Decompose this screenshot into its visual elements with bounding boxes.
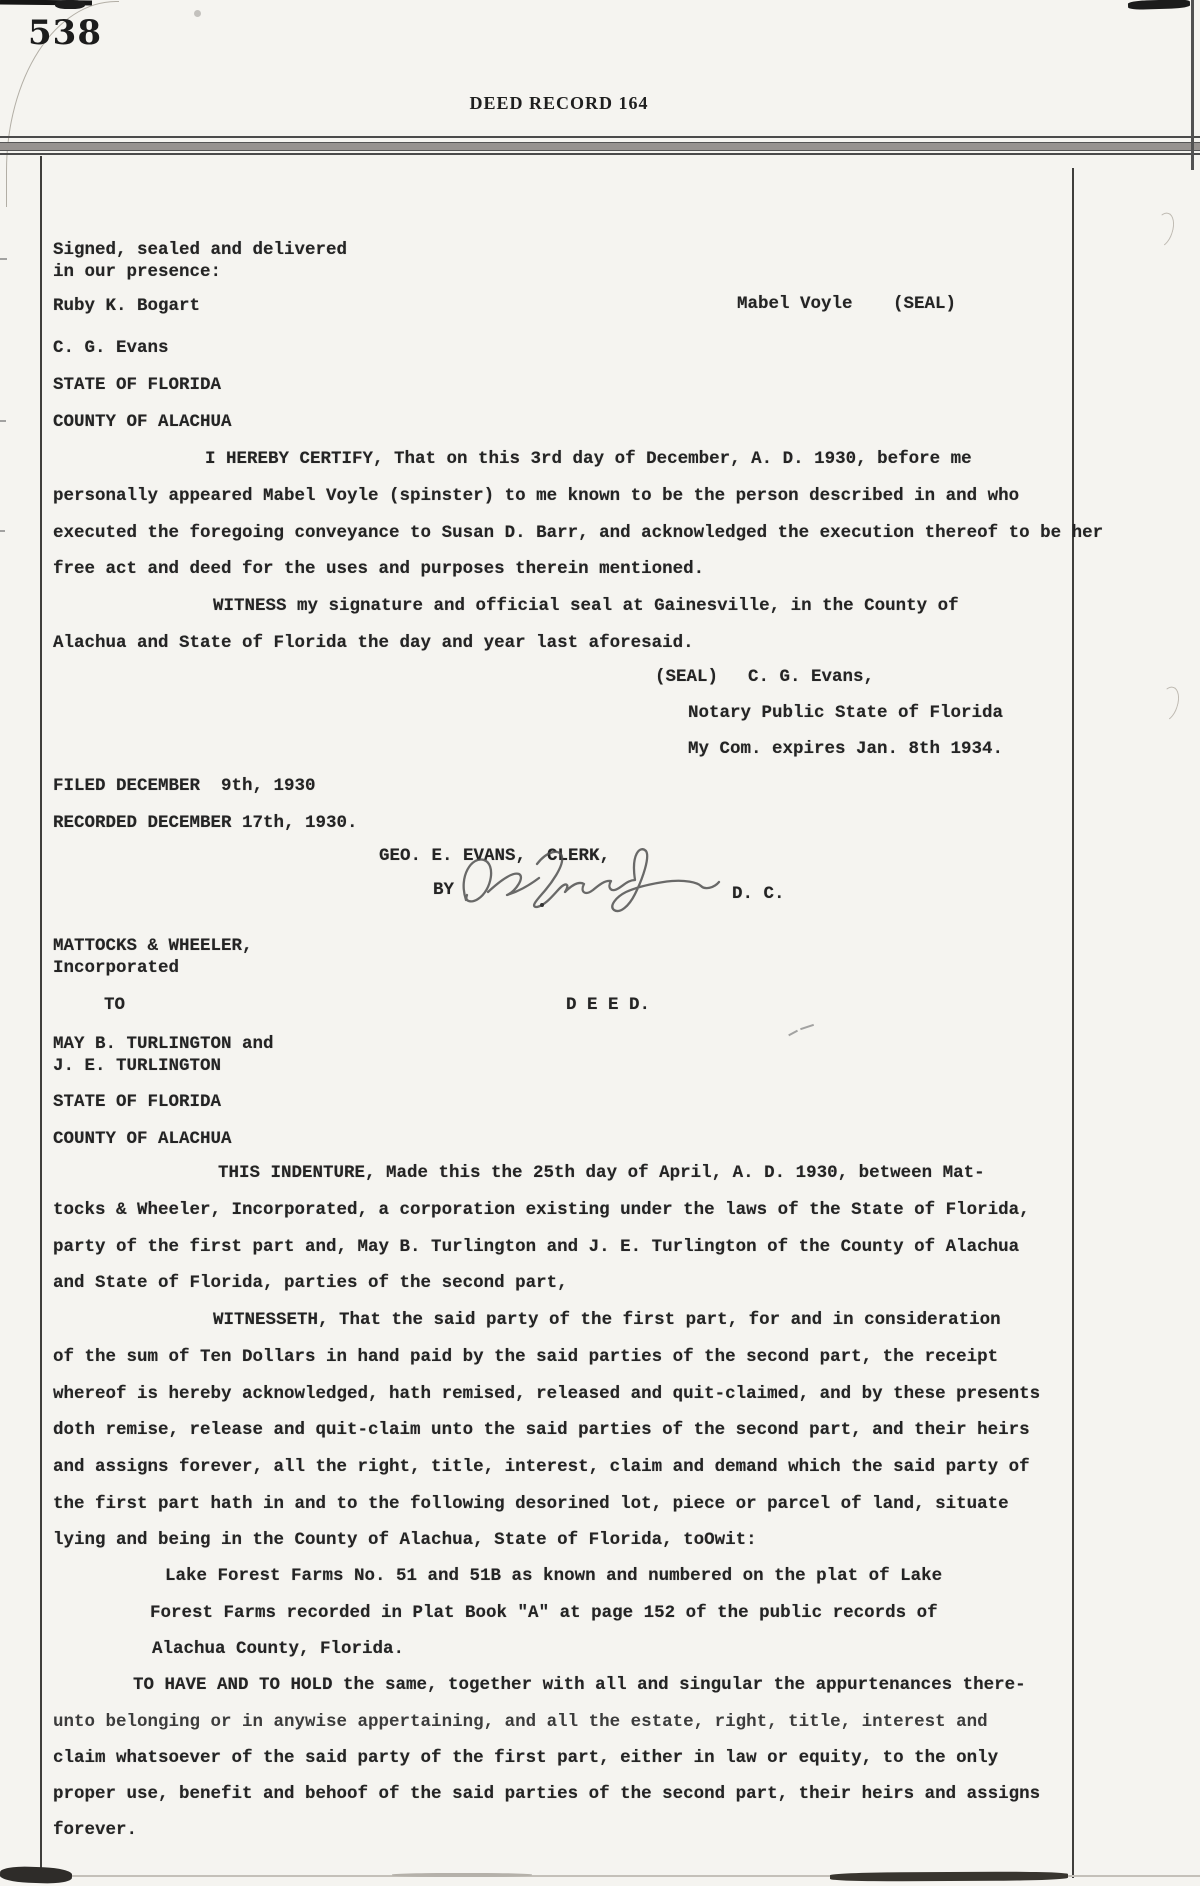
land-description-line-1: Lake Forest Farms No. 51 and 51B as known and numbered on the plat of Lake bbox=[165, 1566, 943, 1586]
habendum-line-5: forever. bbox=[53, 1820, 138, 1840]
grantor-caption-line1: MATTOCKS & WHEELER, bbox=[53, 936, 253, 956]
deed-body-line-1: THIS INDENTURE, Made this the 25th day of April, A. D. 1930, between Mat- bbox=[218, 1163, 985, 1183]
deed-body-line-7: whereof is hereby acknowledged, hath remised, released and quit-claimed, and by these presents bbox=[53, 1384, 1041, 1404]
witness-name-2: C. G. Evans bbox=[53, 338, 169, 358]
certify-line-1: I HEREBY CERTIFY, That on this 3rd day of December, A. D. 1930, before me bbox=[205, 449, 972, 469]
notary-commission-expiry: My Com. expires Jan. 8th 1934. bbox=[688, 739, 1004, 759]
deed-body-line-4: and State of Florida, parties of the second part, bbox=[53, 1273, 568, 1293]
grantor-signature-name: Mabel Voyle bbox=[737, 294, 853, 314]
deed-body-line-3: party of the first part and, May B. Turlington and J. E. Turlington of the County of Alachua bbox=[53, 1237, 1020, 1257]
deed-body-line-9: and assigns forever, all the right, title, interest, claim and demand which the said party of bbox=[53, 1457, 1030, 1477]
county-caption-1: COUNTY OF ALACHUA bbox=[53, 412, 232, 432]
clerk-name-line: GEO. E. EVANS, CLERK, bbox=[379, 846, 611, 866]
header-rule-middle bbox=[0, 142, 1200, 151]
deed-body-line-11: lying and being in the County of Alachua, State of Florida, toOwit: bbox=[53, 1530, 757, 1550]
witness-seal-line-2: Alachua and State of Florida the day and year last aforesaid. bbox=[53, 633, 694, 653]
deed-body-line-2: tocks & Wheeler, Incorporated, a corporation existing under the laws of the State of Florida, bbox=[53, 1200, 1030, 1220]
land-description-line-3: Alachua County, Florida. bbox=[152, 1639, 405, 1659]
certify-line-2: personally appeared Mabel Voyle (spinster) to me known to be the person described in and who bbox=[53, 486, 1020, 506]
land-description-line-2: Forest Farms recorded in Plat Book "A" at page 152 of the public records of bbox=[150, 1603, 938, 1623]
signature-ink-dot bbox=[540, 903, 544, 907]
deed-body-line-8: doth remise, release and quit-claim unto the said parties of the second part, and their heirs bbox=[53, 1420, 1030, 1440]
certify-line-3: executed the foregoing conveyance to Susan D. Barr, and acknowledged the execution thereof to be her bbox=[53, 523, 1104, 543]
filed-date-line: FILED DECEMBER 9th, 1930 bbox=[53, 776, 316, 796]
witness-clause-line2: in our presence: bbox=[53, 262, 222, 282]
right-margin-rule bbox=[1072, 168, 1074, 1878]
habendum-line-3: claim whatsoever of the said party of the first part, either in law or equity, to the only bbox=[53, 1748, 999, 1768]
habendum-line-2: unto belonging or in anywise appertaining, and all the estate, right, title, interest and bbox=[53, 1712, 988, 1732]
header-rule-top bbox=[0, 136, 1200, 138]
grantee-caption-line1: MAY B. TURLINGTON and bbox=[53, 1034, 274, 1054]
page-number: 538 bbox=[28, 13, 102, 53]
county-caption-2: COUNTY OF ALACHUA bbox=[53, 1129, 232, 1149]
edge-tick-1 bbox=[0, 258, 7, 260]
left-margin-rule bbox=[40, 156, 42, 1878]
scan-smudge-top-left-blob bbox=[55, 0, 85, 9]
pencil-mark-2 bbox=[800, 1024, 814, 1030]
notary-seal-label: (SEAL) bbox=[655, 667, 719, 687]
deputy-clerk-signature bbox=[452, 842, 732, 920]
recorded-date-line: RECORDED DECEMBER 17th, 1930. bbox=[53, 813, 358, 833]
habendum-line-4: proper use, benefit and behoof of the said parties of the second part, their heirs and assigns bbox=[53, 1784, 1041, 1804]
certify-line-4: free act and deed for the uses and purposes therein mentioned. bbox=[53, 559, 705, 579]
grantor-seal-label: (SEAL) bbox=[893, 294, 957, 314]
bottom-smudge-left bbox=[0, 1866, 72, 1885]
habendum-line-1: TO HAVE AND TO HOLD the same, together with all and singular the appurtenances there- bbox=[133, 1675, 1026, 1695]
to-label: TO bbox=[104, 995, 126, 1015]
notary-name: C. G. Evans, bbox=[748, 667, 875, 687]
scan-curl-upper bbox=[1148, 210, 1178, 250]
witness-seal-line-1: WITNESS my signature and official seal at Gainesville, in the County of bbox=[213, 596, 959, 616]
page-edge-line-right bbox=[1191, 0, 1194, 170]
edge-tick-3 bbox=[0, 530, 5, 532]
state-caption-1: STATE OF FLORIDA bbox=[53, 375, 222, 395]
grantor-caption-line2: Incorporated bbox=[53, 958, 180, 978]
header-rule-bottom bbox=[0, 153, 1200, 155]
deed-body-line-10: the first part hath in and to the following desorined lot, piece or parcel of land, situate bbox=[53, 1494, 1009, 1514]
notary-title: Notary Public State of Florida bbox=[688, 703, 1004, 723]
bottom-smudge-center bbox=[392, 1873, 532, 1877]
deed-body-line-6: of the sum of Ten Dollars in hand paid by the said parties of the second part, the receipt bbox=[53, 1347, 999, 1367]
witness-name-1: Ruby K. Bogart bbox=[53, 296, 201, 316]
instrument-type-label: D E E D. bbox=[566, 995, 651, 1015]
witness-clause-line1: Signed, sealed and delivered bbox=[53, 240, 348, 260]
scan-dot bbox=[194, 10, 201, 17]
by-label: BY bbox=[433, 880, 455, 900]
scan-smudge-top-right bbox=[1128, 0, 1190, 10]
state-caption-2: STATE OF FLORIDA bbox=[53, 1092, 222, 1112]
bottom-smudge-right bbox=[830, 1871, 1068, 1881]
page-header-title: DEED RECORD 164 bbox=[469, 93, 649, 113]
scan-curl-lower bbox=[1153, 684, 1183, 724]
edge-tick-2 bbox=[0, 420, 6, 422]
deputy-clerk-suffix: D. C. bbox=[732, 884, 785, 904]
deed-body-line-5: WITNESSETH, That the said party of the first part, for and in consideration bbox=[213, 1310, 1001, 1330]
grantee-caption-line2: J. E. TURLINGTON bbox=[53, 1056, 222, 1076]
pencil-mark-1 bbox=[788, 1030, 798, 1036]
